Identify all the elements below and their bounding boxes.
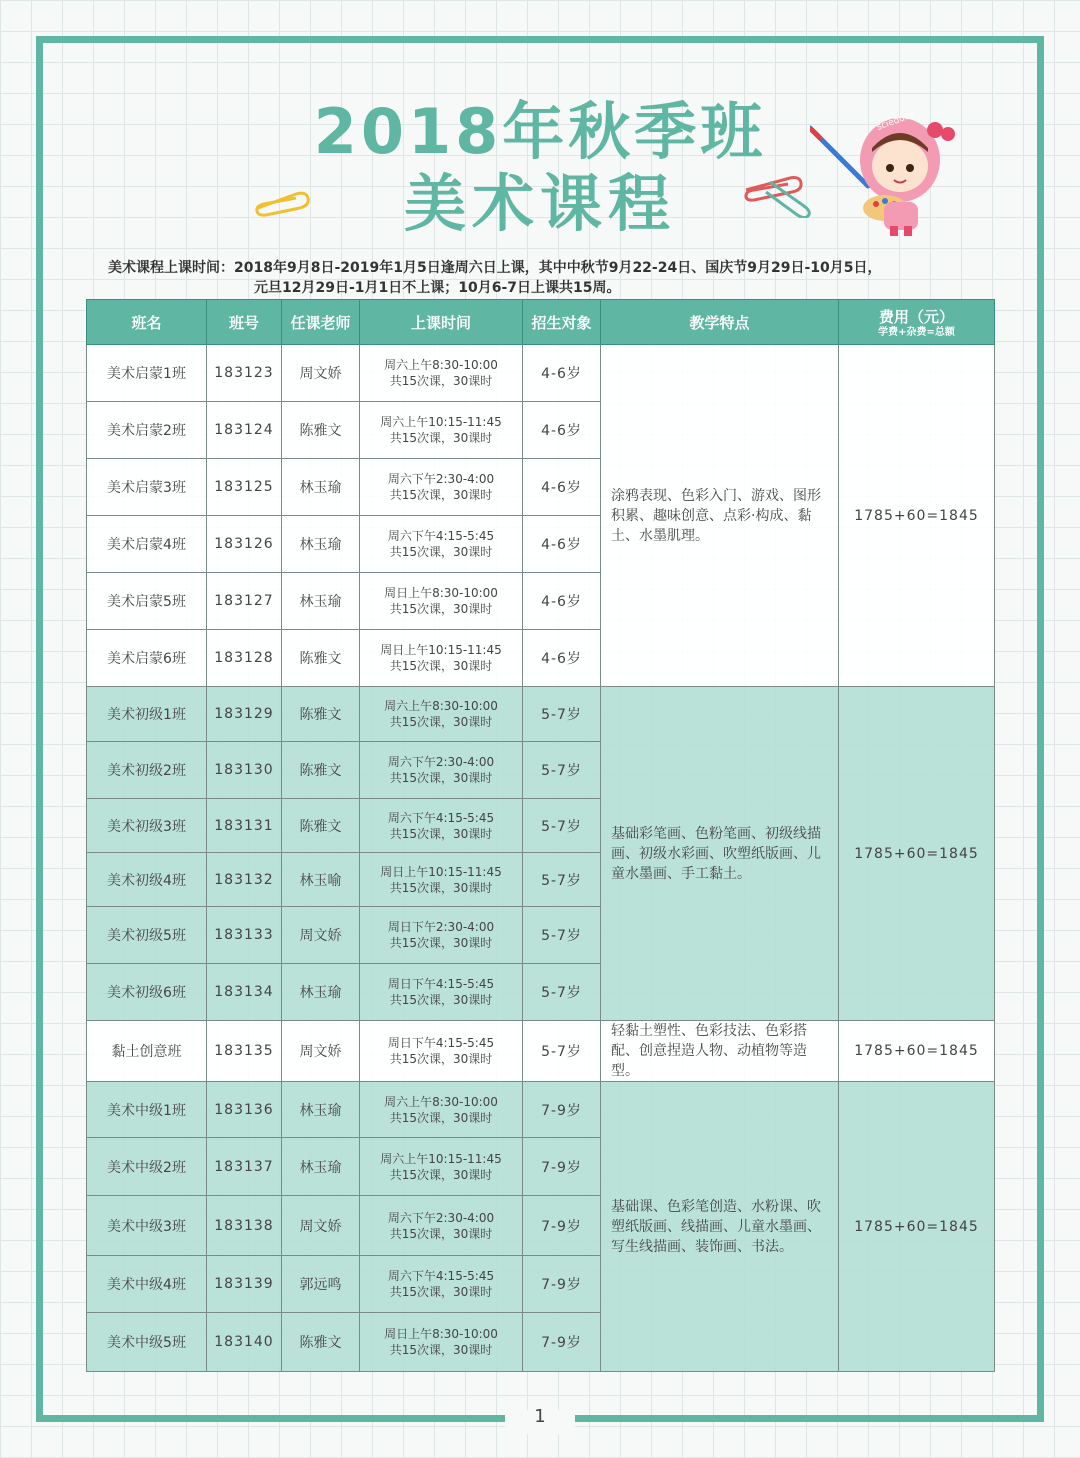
- cell-class-name: 美术启蒙2班: [87, 402, 207, 459]
- cell-class-no: 183134: [207, 964, 282, 1021]
- time-sessions: 共15次课，30课时: [389, 431, 493, 445]
- cell-time: [360, 799, 523, 853]
- time-sessions: 共15次课，30课时: [389, 1110, 493, 1125]
- time-slot: 周六下午4:15-5:45: [387, 529, 495, 543]
- cell-class-name: 美术中级3班: [87, 1196, 207, 1256]
- cell-age: 7-9岁: [523, 1256, 601, 1313]
- paperclip-icon: [742, 172, 818, 218]
- cell-class-name: 美术初级5班: [87, 907, 207, 964]
- cell-age: 4-6岁: [523, 402, 601, 459]
- cell-class-no: 183127: [207, 573, 282, 630]
- time-slot: 周日上午8:30-10:00: [384, 586, 498, 600]
- cell-teacher: 林玉瑜: [282, 573, 360, 630]
- cell-time: [360, 964, 523, 1021]
- header-features: 教学特点: [601, 300, 839, 345]
- cell-age: 4-6岁: [523, 630, 601, 687]
- cell-class-no: 183138: [207, 1196, 282, 1256]
- cell-time: [360, 742, 523, 799]
- time-slot: 周日上午8:30-10:00: [384, 1327, 498, 1341]
- time-slot: 周六上午8:30-10:00: [384, 699, 498, 713]
- cell-class-no: 183131: [207, 799, 282, 853]
- table-row: [87, 345, 995, 402]
- cell-age: 5-7岁: [523, 742, 601, 799]
- cell-class-no: 183132: [207, 853, 282, 907]
- time-slot: 周六下午4:15-5:45: [387, 810, 495, 825]
- cell-teacher: 周文娇: [282, 1196, 360, 1256]
- cell-age: 5-7岁: [523, 853, 601, 907]
- cell-teacher: 周文娇: [282, 345, 360, 402]
- time-sessions: 共15次课，30课时: [389, 374, 493, 388]
- time-sessions: 共15次课，30课时: [389, 993, 493, 1007]
- cell-class-name: 美术初级4班: [87, 853, 207, 907]
- table-header-row: [87, 300, 995, 345]
- cell-features: 基础课、色彩笔创造、水粉课、吹塑纸版画、线描画、儿童水墨画、写生线描画、装饰画、书法。: [601, 1082, 839, 1372]
- cell-time: [360, 1196, 523, 1256]
- cell-class-no: 183125: [207, 459, 282, 516]
- cell-teacher: 陈雅文: [282, 799, 360, 853]
- time-sessions: 共15次课，30课时: [389, 880, 493, 895]
- time-sessions: 共15次课，30课时: [389, 771, 493, 785]
- cell-age: 4-6岁: [523, 573, 601, 630]
- cell-class-name: 美术启蒙3班: [87, 459, 207, 516]
- cell-teacher: 林玉瑜: [282, 516, 360, 573]
- cell-class-no: 183133: [207, 907, 282, 964]
- cell-teacher: 林玉瑜: [282, 459, 360, 516]
- title-line-2: 美术课程: [403, 167, 676, 240]
- cell-time: [360, 402, 523, 459]
- time-slot: 周六上午8:30-10:00: [384, 358, 498, 372]
- cell-time: [360, 853, 523, 907]
- cell-time: [360, 1021, 523, 1082]
- cell-class-name: 美术中级4班: [87, 1256, 207, 1313]
- cell-age: 7-9岁: [523, 1313, 601, 1372]
- time-sessions: 共15次课，30课时: [389, 936, 493, 950]
- cell-class-name: 美术中级2班: [87, 1138, 207, 1196]
- cell-age: 7-9岁: [523, 1138, 601, 1196]
- cell-class-name: 美术中级1班: [87, 1082, 207, 1138]
- cell-fee: 1785+60=1845: [839, 687, 995, 1021]
- cell-class-no: 183124: [207, 402, 282, 459]
- cell-teacher: 林玉喻: [282, 853, 360, 907]
- cell-age: 4-6岁: [523, 459, 601, 516]
- cell-teacher: 陈雅文: [282, 1313, 360, 1372]
- paperclip-icon: [252, 188, 312, 218]
- cell-age: 7-9岁: [523, 1196, 601, 1256]
- table-row: [87, 1021, 995, 1082]
- cell-class-no: 183135: [207, 1021, 282, 1082]
- time-slot: 周日上午10:15-11:45: [380, 864, 502, 879]
- cell-age: 5-7岁: [523, 907, 601, 964]
- notice-line-2: 元旦12月29日-1月1日不上课；10月6-7日上课共15周。: [254, 280, 621, 296]
- time-sessions: 共15次课，30课时: [389, 715, 493, 729]
- header-time: 上课时间: [360, 300, 523, 345]
- cell-class-name: 美术初级6班: [87, 964, 207, 1021]
- cell-teacher: 陈雅文: [282, 402, 360, 459]
- cell-teacher: 林玉瑜: [282, 1082, 360, 1138]
- cell-features: 基础彩笔画、色粉笔画、初级线描画、初级水彩画、吹塑纸版画、儿童水墨画、手工黏土。: [601, 687, 839, 1021]
- cell-class-no: 183126: [207, 516, 282, 573]
- time-sessions: 共15次课，30课时: [389, 1343, 493, 1357]
- cell-time: [360, 1256, 523, 1313]
- time-slot: 周六上午10:15-11:45: [380, 415, 502, 429]
- cell-time: [360, 1313, 523, 1372]
- page-number: 1: [534, 1406, 546, 1427]
- time-sessions: 共15次课，30课时: [389, 1226, 493, 1241]
- header-class-no: 班号: [207, 300, 282, 345]
- cell-class-no: 183136: [207, 1082, 282, 1138]
- mascot-label: scieduce: [875, 109, 917, 133]
- cell-age: 5-7岁: [523, 687, 601, 742]
- time-slot: 周六上午10:15-11:45: [380, 1151, 502, 1166]
- cell-time: [360, 907, 523, 964]
- time-slot: 周六下午2:30-4:00: [387, 472, 495, 486]
- cell-time: [360, 630, 523, 687]
- cell-time: [360, 345, 523, 402]
- cell-fee: 1785+60=1845: [839, 345, 995, 687]
- header-age: 招生对象: [523, 300, 601, 345]
- cell-class-no: 183140: [207, 1313, 282, 1372]
- header-fee-sub: 学费+杂费=总额: [878, 327, 955, 338]
- time-slot: 周日下午4:15-5:45: [387, 977, 495, 991]
- cell-fee: 1785+60=1845: [839, 1021, 995, 1082]
- cell-teacher: 郭远鸣: [282, 1256, 360, 1313]
- title-line-1: 2018年秋季班: [313, 95, 767, 168]
- header-class-name: 班名: [87, 300, 207, 345]
- cell-class-name: 美术初级2班: [87, 742, 207, 799]
- cell-age: 5-7岁: [523, 964, 601, 1021]
- cell-teacher: 周文娇: [282, 907, 360, 964]
- time-sessions: 共15次课，30课时: [389, 1285, 493, 1299]
- mascot-girl-icon: [810, 108, 960, 238]
- time-sessions: 共15次课，30课时: [389, 1052, 493, 1066]
- time-sessions: 共15次课，30课时: [389, 659, 493, 673]
- cell-class-no: 183128: [207, 630, 282, 687]
- time-sessions: 共15次课，30课时: [389, 1167, 493, 1182]
- time-slot: 周六下午2:30-4:00: [387, 755, 495, 769]
- cell-age: 7-9岁: [523, 1082, 601, 1138]
- cell-teacher: 陈雅文: [282, 687, 360, 742]
- time-sessions: 共15次课，30课时: [389, 488, 493, 502]
- header-teacher: 任课老师: [282, 300, 360, 345]
- cell-age: 4-6岁: [523, 345, 601, 402]
- cell-time: [360, 687, 523, 742]
- cell-fee: 1785+60=1845: [839, 1082, 995, 1372]
- cell-class-name: 美术初级3班: [87, 799, 207, 853]
- cell-class-name: 美术启蒙4班: [87, 516, 207, 573]
- cell-features: 轻黏土塑性、色彩技法、色彩搭配、创意捏造人物、动植物等造型。: [601, 1021, 839, 1082]
- time-sessions: 共15次课，30课时: [389, 545, 493, 559]
- cell-class-no: 183129: [207, 687, 282, 742]
- cell-teacher: 周文娇: [282, 1021, 360, 1082]
- header-fee: [839, 300, 995, 345]
- cell-class-name: 美术启蒙5班: [87, 573, 207, 630]
- cell-time: [360, 573, 523, 630]
- cell-class-name: 美术中级5班: [87, 1313, 207, 1372]
- schedule-notice: [108, 258, 988, 298]
- header-fee-label: 费用（元）: [878, 308, 954, 326]
- time-slot: 周六上午8:30-10:00: [384, 1094, 498, 1109]
- cell-time: [360, 1138, 523, 1196]
- cell-class-name: 美术启蒙1班: [87, 345, 207, 402]
- time-slot: 周六下午4:15-5:45: [387, 1269, 495, 1283]
- time-slot: 周日上午10:15-11:45: [380, 643, 502, 657]
- time-slot: 周六下午2:30-4:00: [387, 1210, 495, 1225]
- time-sessions: 共15次课，30课时: [389, 602, 493, 616]
- table-row: [87, 687, 995, 742]
- cell-teacher: 陈雅文: [282, 630, 360, 687]
- cell-class-name: 黏土创意班: [87, 1021, 207, 1082]
- cell-class-no: 183130: [207, 742, 282, 799]
- table-row: [87, 1082, 995, 1138]
- course-table: [86, 299, 995, 1372]
- cell-features: 涂鸦表现、色彩入门、游戏、图形积累、趣味创意、点彩·构成、黏土、水墨肌理。: [601, 345, 839, 687]
- cell-time: [360, 1082, 523, 1138]
- cell-class-no: 183137: [207, 1138, 282, 1196]
- time-slot: 周日下午4:15-5:45: [387, 1036, 495, 1050]
- cell-teacher: 陈雅文: [282, 742, 360, 799]
- cell-age: 4-6岁: [523, 516, 601, 573]
- cell-age: 5-7岁: [523, 1021, 601, 1082]
- cell-time: [360, 459, 523, 516]
- time-sessions: 共15次课，30课时: [389, 826, 493, 841]
- cell-age: 5-7岁: [523, 799, 601, 853]
- cell-teacher: 林玉瑜: [282, 1138, 360, 1196]
- notice-line-1: 美术课程上课时间：2018年9月8日-2019年1月5日逢周六日上课，其中中秋节9月22-24日、国庆节9月29日-10月5日，: [108, 260, 882, 276]
- cell-class-name: 美术初级1班: [87, 687, 207, 742]
- cell-class-no: 183139: [207, 1256, 282, 1313]
- cell-teacher: 林玉瑜: [282, 964, 360, 1021]
- cell-class-no: 183123: [207, 345, 282, 402]
- cell-class-name: 美术启蒙6班: [87, 630, 207, 687]
- time-slot: 周日下午2:30-4:00: [387, 920, 495, 934]
- cell-time: [360, 516, 523, 573]
